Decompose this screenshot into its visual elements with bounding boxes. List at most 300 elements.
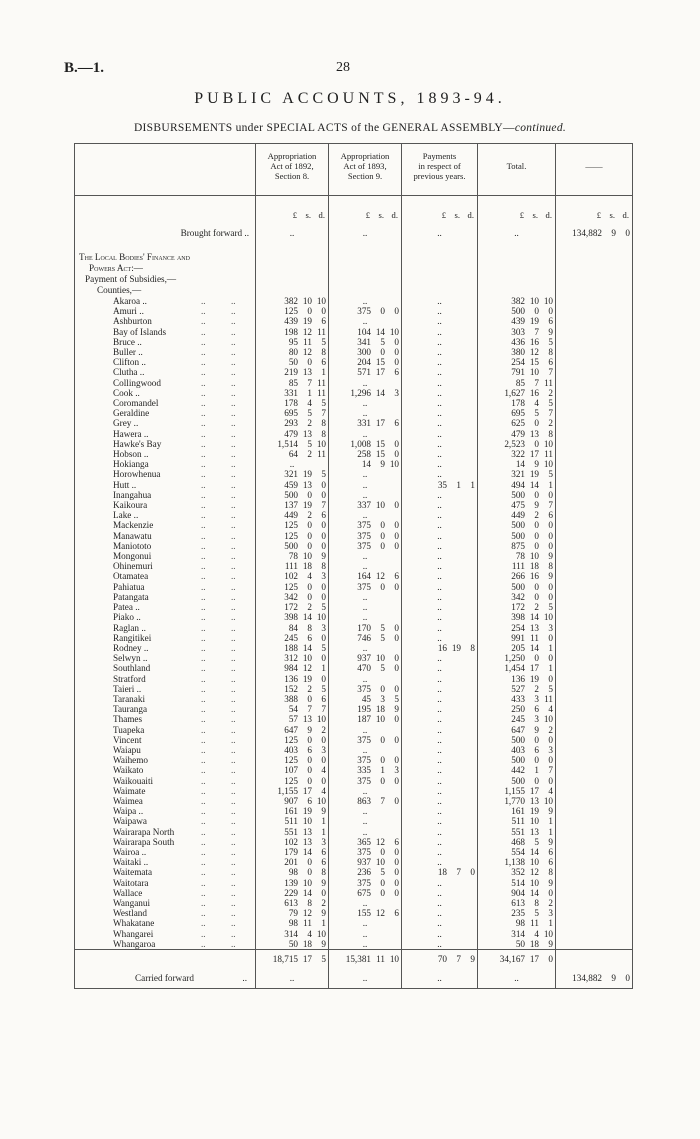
appropriation-1893-amount: 331 17 6 (329, 418, 402, 428)
grand-blank (556, 571, 633, 581)
grand-blank (556, 337, 633, 347)
previous-years-amount: .. (402, 408, 478, 418)
appropriation-1893-amount: 375 0 0 (329, 878, 402, 888)
previous-years-amount: .. (402, 378, 478, 388)
total-amount: 439 19 6 (478, 316, 556, 326)
previous-years-amount: .. (402, 531, 478, 541)
previous-years-amount: .. (402, 704, 478, 714)
appropriation-1892-amount: 500 0 0 (256, 490, 329, 500)
brought-grand: 134,882 9 0 (556, 220, 633, 246)
page-title: PUBLIC ACCOUNTS, 1893-94. (194, 90, 506, 107)
county-name: Geraldine .. .. (75, 408, 256, 418)
grand-blank (556, 694, 633, 704)
appropriation-1893-amount: .. (329, 551, 402, 561)
carried-total: .. (478, 968, 556, 989)
grand-blank (556, 480, 633, 490)
previous-years-amount: .. (402, 735, 478, 745)
grand-blank (556, 500, 633, 510)
appropriation-1892-amount: 161 19 9 (256, 806, 329, 816)
table-row (75, 439, 633, 449)
appropriation-1892-amount: 331 1 11 (256, 388, 329, 398)
table-row (75, 755, 633, 765)
total-t: 34,167 17 0 (478, 950, 556, 969)
appropriation-1893-amount: 375 0 0 (329, 531, 402, 541)
previous-years-amount: .. (402, 571, 478, 581)
table-row (75, 847, 633, 857)
table-row (75, 806, 633, 816)
total-amount: 314 4 10 (478, 929, 556, 939)
previous-years-amount: .. (402, 674, 478, 684)
appropriation-1892-amount: 695 5 7 (256, 408, 329, 418)
county-name: Southland .. .. (75, 663, 256, 673)
total-amount: 136 19 0 (478, 674, 556, 684)
appropriation-1892-amount: 95 11 5 (256, 337, 329, 347)
grand-blank (556, 898, 633, 908)
total-amount: 382 10 10 (478, 296, 556, 306)
appropriation-1892-amount: 107 0 4 (256, 765, 329, 775)
previous-years-amount: .. (402, 633, 478, 643)
appropriation-1893-amount: 375 0 0 (329, 735, 402, 745)
table-row (75, 745, 633, 755)
total-amount: 1,138 10 6 (478, 857, 556, 867)
previous-years-amount: .. (402, 500, 478, 510)
table-row (75, 602, 633, 612)
county-name: Waimate .. .. (75, 786, 256, 796)
appropriation-1892-amount: 1,155 17 4 (256, 786, 329, 796)
total-amount: 436 16 5 (478, 337, 556, 347)
table-row (75, 306, 633, 316)
appropriation-1892-amount: 229 14 0 (256, 888, 329, 898)
total-amount: 500 0 0 (478, 490, 556, 500)
table-row (75, 725, 633, 735)
ledger-body (75, 220, 633, 950)
grand-blank (556, 918, 633, 928)
total-amount: 352 12 8 (478, 867, 556, 877)
appropriation-1893-amount: .. (329, 490, 402, 500)
previous-years-amount: .. (402, 827, 478, 837)
total-amount: 250 6 4 (478, 704, 556, 714)
grand-blank (556, 510, 633, 520)
table-row (75, 612, 633, 622)
total-amount: 514 10 9 (478, 878, 556, 888)
table-row (75, 714, 633, 724)
table-row (75, 776, 633, 786)
appropriation-1892-amount: 245 6 0 (256, 633, 329, 643)
county-name: Tuapeka .. .. (75, 725, 256, 735)
appropriation-1893-amount: 937 10 0 (329, 653, 402, 663)
grand-blank (556, 623, 633, 633)
table-row (75, 490, 633, 500)
county-name: Westland .. .. (75, 908, 256, 918)
carried-grand: 134,882 9 0 (556, 968, 633, 989)
appropriation-1892-amount: 1,514 5 10 (256, 439, 329, 449)
grand-blank (556, 643, 633, 653)
total-amount: 1,454 17 1 (478, 663, 556, 673)
appropriation-1892-amount: 125 0 0 (256, 582, 329, 592)
grand-blank (556, 663, 633, 673)
previous-years-amount: .. (402, 765, 478, 775)
grand-blank (556, 602, 633, 612)
appropriation-1892-amount: 98 11 1 (256, 918, 329, 928)
appropriation-1893-amount: .. (329, 480, 402, 490)
total-amount: 468 5 9 (478, 837, 556, 847)
appropriation-1893-amount: 375 0 0 (329, 541, 402, 551)
appropriation-1893-amount: 571 17 6 (329, 367, 402, 377)
table-row (75, 765, 633, 775)
previous-years-amount: .. (402, 653, 478, 663)
appropriation-1892-amount: 293 2 8 (256, 418, 329, 428)
total-amount: 98 11 1 (478, 918, 556, 928)
county-name: Vincent .. .. (75, 735, 256, 745)
table-row (75, 623, 633, 633)
total-amount: 205 14 1 (478, 643, 556, 653)
appropriation-1892-amount: 64 2 11 (256, 449, 329, 459)
county-name: Mongonui .. .. (75, 551, 256, 561)
table-row (75, 878, 633, 888)
total-amount: 303 7 9 (478, 327, 556, 337)
brought-c: .. (402, 220, 478, 246)
grand-blank (556, 459, 633, 469)
appropriation-1893-amount: .. (329, 602, 402, 612)
table-row (75, 663, 633, 673)
grand-blank (556, 765, 633, 775)
county-name: Mackenzie .. .. (75, 520, 256, 530)
totals-label (75, 950, 256, 969)
appropriation-1892-amount: 172 2 5 (256, 602, 329, 612)
appropriation-1892-amount: 179 14 6 (256, 847, 329, 857)
table-row (75, 561, 633, 571)
appropriation-1893-amount: .. (329, 592, 402, 602)
table-row (75, 898, 633, 908)
grand-blank (556, 388, 633, 398)
total-amount: 1,770 13 10 (478, 796, 556, 806)
appropriation-1892-amount: 647 9 2 (256, 725, 329, 735)
table-row (75, 418, 633, 428)
total-amount: 172 2 5 (478, 602, 556, 612)
section-heading-row-2 (75, 263, 633, 274)
table-row (75, 653, 633, 663)
previous-years-amount: .. (402, 878, 478, 888)
total-amount: 500 0 0 (478, 531, 556, 541)
total-a: 18,715 17 5 (256, 950, 329, 969)
previous-years-amount: .. (402, 714, 478, 724)
county-name: Coromandel .. .. (75, 398, 256, 408)
county-name: Patea .. .. .. (75, 602, 256, 612)
total-amount: 433 3 11 (478, 694, 556, 704)
table-row (75, 837, 633, 847)
appropriation-1893-amount: .. (329, 612, 402, 622)
appropriation-1892-amount: 78 10 9 (256, 551, 329, 561)
grand-blank (556, 714, 633, 724)
previous-years-amount: .. (402, 337, 478, 347)
grand-blank (556, 316, 633, 326)
previous-years-amount: .. (402, 908, 478, 918)
total-amount: 50 18 9 (478, 939, 556, 950)
table-row (75, 888, 633, 898)
previous-years-amount: .. (402, 541, 478, 551)
appropriation-1892-amount: 388 0 6 (256, 694, 329, 704)
grand-blank (556, 939, 633, 950)
total-amount: 78 10 9 (478, 551, 556, 561)
brought-forward-label: Brought forward .. (75, 220, 256, 246)
previous-years-amount: .. (402, 469, 478, 479)
total-grand-blank (556, 950, 633, 969)
grand-blank (556, 786, 633, 796)
county-name: Waipa .. .. .. (75, 806, 256, 816)
grand-blank (556, 704, 633, 714)
grand-blank (556, 561, 633, 571)
grand-blank (556, 837, 633, 847)
grand-blank (556, 827, 633, 837)
previous-years-amount: .. (402, 459, 478, 469)
table-row (75, 643, 633, 653)
total-amount: 500 0 0 (478, 582, 556, 592)
previous-years-amount: .. (402, 347, 478, 357)
appropriation-1892-amount: 449 2 6 (256, 510, 329, 520)
carried-b: .. (329, 968, 402, 989)
appropriation-1893-amount: .. (329, 786, 402, 796)
total-amount: 551 13 1 (478, 827, 556, 837)
county-name: Pahiatua .. .. (75, 582, 256, 592)
grand-blank (556, 551, 633, 561)
county-name: Rodney .. .. .. (75, 643, 256, 653)
appropriation-1892-amount: 342 0 0 (256, 592, 329, 602)
table-row (75, 469, 633, 479)
appropriation-1893-amount: 746 5 0 (329, 633, 402, 643)
total-amount: 613 8 2 (478, 898, 556, 908)
header-blank (75, 144, 256, 196)
grand-blank (556, 367, 633, 377)
appropriation-1893-amount: .. (329, 745, 402, 755)
appropriation-1892-amount: 152 2 5 (256, 684, 329, 694)
total-amount: 2,523 0 10 (478, 439, 556, 449)
appropriation-1893-amount: .. (329, 316, 402, 326)
county-name: Clifton .. .. .. (75, 357, 256, 367)
county-name: Stratford .. .. (75, 674, 256, 684)
table-row (75, 357, 633, 367)
previous-years-amount: .. (402, 612, 478, 622)
previous-years-amount: .. (402, 816, 478, 826)
appropriation-1893-amount: .. (329, 469, 402, 479)
county-name: Waihemo .. .. (75, 755, 256, 765)
grand-blank (556, 469, 633, 479)
appropriation-1892-amount: 125 0 0 (256, 306, 329, 316)
appropriation-1892-amount: 321 19 5 (256, 469, 329, 479)
page-number: 28 (336, 60, 350, 75)
total-amount: 266 16 9 (478, 571, 556, 581)
county-name: Waitaki .. .. .. (75, 857, 256, 867)
county-name: Waitotara .. .. (75, 878, 256, 888)
county-name: Whakatane .. .. (75, 918, 256, 928)
section-heading-row-3 (75, 274, 633, 285)
county-name: Manawatu .. .. (75, 531, 256, 541)
appropriation-1892-amount: 125 0 0 (256, 776, 329, 786)
table-row (75, 571, 633, 581)
total-amount: 235 5 3 (478, 908, 556, 918)
appropriation-1892-amount: 312 10 0 (256, 653, 329, 663)
brought-forward-row (75, 220, 633, 246)
appropriation-1892-amount: 613 8 2 (256, 898, 329, 908)
appropriation-1892-amount: 84 8 3 (256, 623, 329, 633)
appropriation-1893-amount: .. (329, 296, 402, 306)
total-amount: 161 19 9 (478, 806, 556, 816)
appropriation-1892-amount: 500 0 0 (256, 541, 329, 551)
county-name: Maniototo .. .. (75, 541, 256, 551)
previous-years-amount: .. (402, 857, 478, 867)
previous-years-amount: .. (402, 694, 478, 704)
total-amount: 342 0 0 (478, 592, 556, 602)
county-name: Akaroa .. .. .. (75, 296, 256, 306)
brought-a: .. (256, 220, 329, 246)
county-name: Wairarapa North .. .. (75, 827, 256, 837)
ledger-foot (75, 950, 633, 989)
appropriation-1893-amount: 675 0 0 (329, 888, 402, 898)
table-row (75, 694, 633, 704)
appropriation-1892-amount: 219 13 1 (256, 367, 329, 377)
total-b: 15,381 11 10 (329, 950, 402, 969)
units-cell: £ s. d. (478, 196, 556, 221)
grand-blank (556, 398, 633, 408)
grand-blank (556, 776, 633, 786)
previous-years-amount: .. (402, 316, 478, 326)
total-amount: 254 13 3 (478, 623, 556, 633)
table-row (75, 674, 633, 684)
grand-blank (556, 745, 633, 755)
total-amount: 494 14 1 (478, 480, 556, 490)
appropriation-1892-amount: 136 19 0 (256, 674, 329, 684)
appropriation-1893-amount: .. (329, 561, 402, 571)
appropriation-1893-amount: 195 18 9 (329, 704, 402, 714)
county-name: Ohinemuri .. .. (75, 561, 256, 571)
table-row (75, 939, 633, 950)
appropriation-1893-amount: 155 12 6 (329, 908, 402, 918)
total-amount: 254 15 6 (478, 357, 556, 367)
previous-years-amount: .. (402, 939, 478, 950)
table-row (75, 378, 633, 388)
table-row (75, 347, 633, 357)
total-amount: 321 19 5 (478, 469, 556, 479)
grand-blank (556, 806, 633, 816)
brought-b: .. (329, 220, 402, 246)
table-row (75, 857, 633, 867)
grand-blank (556, 735, 633, 745)
appropriation-1893-amount: .. (329, 674, 402, 684)
table-row (75, 551, 633, 561)
appropriation-1893-amount: .. (329, 898, 402, 908)
appropriation-1892-amount: 479 13 8 (256, 429, 329, 439)
appropriation-1893-amount: .. (329, 378, 402, 388)
county-name: Patangata .. .. (75, 592, 256, 602)
county-name: Cook .. .. .. (75, 388, 256, 398)
previous-years-amount: .. (402, 776, 478, 786)
total-amount: 475 9 7 (478, 500, 556, 510)
appropriation-1893-amount: 375 0 0 (329, 582, 402, 592)
county-name: Raglan .. .. .. (75, 623, 256, 633)
grand-blank (556, 439, 633, 449)
county-name: Hawke's Bay .. .. (75, 439, 256, 449)
previous-years-amount: .. (402, 796, 478, 806)
previous-years-amount: 35 1 1 (402, 480, 478, 490)
counties-heading: Counties,— (75, 285, 256, 296)
previous-years-amount: .. (402, 806, 478, 816)
total-amount: 991 11 0 (478, 633, 556, 643)
appropriation-1892-amount: 459 13 0 (256, 480, 329, 490)
appropriation-1892-amount: 125 0 0 (256, 755, 329, 765)
county-name: Waikouaiti .. .. (75, 776, 256, 786)
appropriation-1892-amount: 511 10 1 (256, 816, 329, 826)
county-name: Hawera .. .. .. (75, 429, 256, 439)
appropriation-1893-amount: 470 5 0 (329, 663, 402, 673)
total-amount: 875 0 0 (478, 541, 556, 551)
grand-blank (556, 531, 633, 541)
county-name: Wanganui .. .. (75, 898, 256, 908)
total-amount: 442 1 7 (478, 765, 556, 775)
previous-years-amount: .. (402, 490, 478, 500)
brought-total: .. (478, 220, 556, 246)
county-name: Collingwood .. .. (75, 378, 256, 388)
document-reference: B.—1. (64, 60, 105, 76)
previous-years-amount: .. (402, 296, 478, 306)
county-name: Inangahua .. .. (75, 490, 256, 500)
appropriation-1892-amount: 102 13 3 (256, 837, 329, 847)
table-row (75, 459, 633, 469)
appropriation-1893-amount: .. (329, 398, 402, 408)
header-appropriation-1892: Appropriation Act of 1892, Section 8. (256, 144, 329, 196)
total-amount: 625 0 2 (478, 418, 556, 428)
county-name: Waipawa .. .. (75, 816, 256, 826)
county-name: Kaikoura .. .. (75, 500, 256, 510)
total-amount: 527 2 5 (478, 684, 556, 694)
appropriation-1892-amount: 85 7 11 (256, 378, 329, 388)
county-name: Wairarapa South .. .. (75, 837, 256, 847)
table-row (75, 316, 633, 326)
table-row (75, 327, 633, 337)
previous-years-amount: .. (402, 367, 478, 377)
total-amount: 245 3 10 (478, 714, 556, 724)
total-amount: 1,155 17 4 (478, 786, 556, 796)
appropriation-1893-amount: 937 10 0 (329, 857, 402, 867)
total-amount: 178 4 5 (478, 398, 556, 408)
table-row (75, 449, 633, 459)
appropriation-1892-amount: 198 12 11 (256, 327, 329, 337)
previous-years-amount: .. (402, 918, 478, 928)
county-name: Grey .. .. .. (75, 418, 256, 428)
appropriation-1892-amount: 111 18 8 (256, 561, 329, 571)
previous-years-amount: .. (402, 837, 478, 847)
carried-forward-label: Carried forward .. (75, 968, 256, 989)
grand-blank (556, 357, 633, 367)
table-row (75, 908, 633, 918)
units-cell: £ s. d. (256, 196, 329, 221)
county-name: Clutha .. .. .. (75, 367, 256, 377)
table-row (75, 541, 633, 551)
appropriation-1893-amount: 863 7 0 (329, 796, 402, 806)
appropriation-1892-amount: 314 4 10 (256, 929, 329, 939)
previous-years-amount: .. (402, 898, 478, 908)
table-row (75, 684, 633, 694)
appropriation-1892-amount: 125 0 0 (256, 520, 329, 530)
total-amount: 695 5 7 (478, 408, 556, 418)
totals-row (75, 950, 633, 969)
grand-blank (556, 347, 633, 357)
county-name: Buller .. .. .. (75, 347, 256, 357)
table-row (75, 704, 633, 714)
units-cell: £ s. d. (402, 196, 478, 221)
appropriation-1893-amount: 14 9 10 (329, 459, 402, 469)
previous-years-amount: .. (402, 847, 478, 857)
appropriation-1892-amount: 907 6 10 (256, 796, 329, 806)
grand-blank (556, 878, 633, 888)
